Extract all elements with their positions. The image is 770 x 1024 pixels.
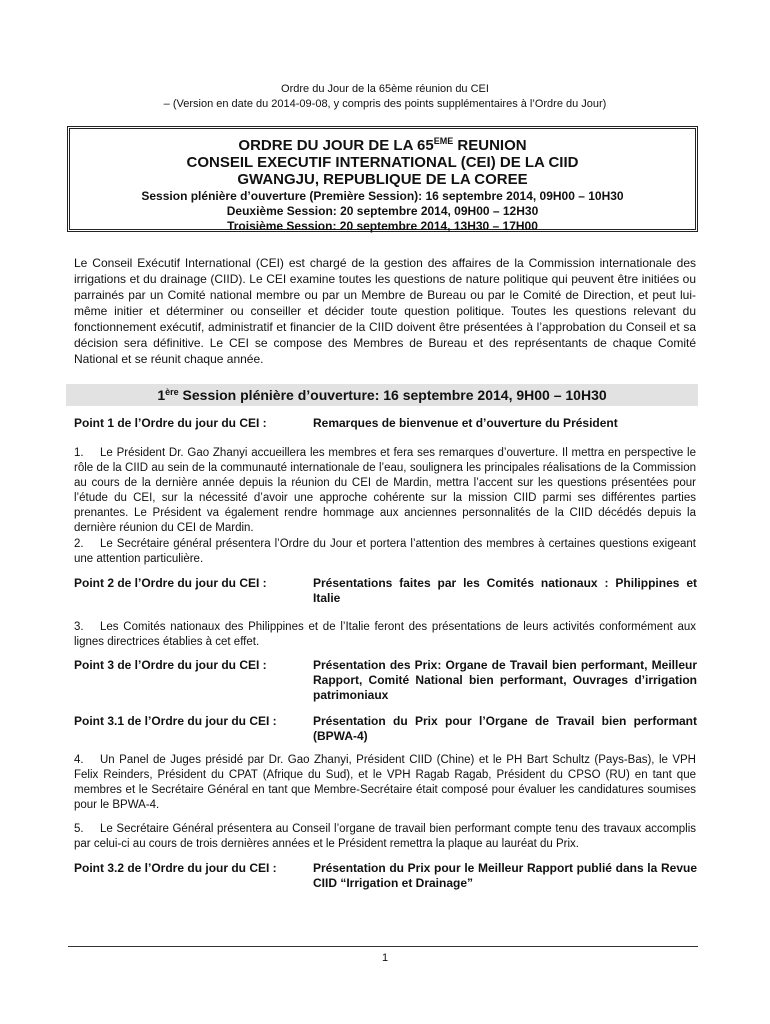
running-header-title: Ordre du Jour de la 65ème réunion du CEI — [281, 83, 489, 95]
title-line-2: CONSEIL EXECUTIF INTERNATIONAL (CEI) DE LA CIID — [186, 154, 579, 171]
agenda-point-title: Remarques de bienvenue et d’ouverture du Président — [313, 416, 618, 430]
agenda-point-title: Présentation du Prix pour l’Organe de Travail bien performant (BPWA-4) — [313, 714, 697, 743]
paragraph-number: 5. — [74, 823, 84, 835]
paragraph-number: 4. — [74, 754, 84, 766]
session-heading — [66, 384, 698, 406]
footer-divider — [68, 946, 698, 947]
title-line-1 — [70, 137, 695, 154]
agenda-point-label: Point 3 de l’Ordre du jour du CEI : — [74, 658, 267, 672]
agenda-point-label: Point 3.2 de l’Ordre du jour du CEI : — [74, 861, 277, 875]
session-heading-sup: ère — [165, 387, 179, 397]
paragraph-number: 3. — [74, 621, 84, 633]
paragraph-text: Le Secrétaire général présentera l’Ordre du Jour et portera l’attention des membres à certaines questions exigeant une attention particulière. — [74, 538, 696, 565]
running-header-version: – (Version en date du 2014-09-08, y compris des points supplémentaires à l’Ordre du Jour) — [163, 98, 607, 110]
paragraph-text: Le Président Dr. Gao Zhanyi accueillera les membres et fera ses remarques d’ouverture. Il mettra en perspective le rôle de la CIID au sein de la communauté internationale de l’eau, soulignera les principales réalisations de la Commission au cours de la dernière année depuis la réunion du CEI de Mardin, mettra l’accent sur les questions présentées pour l’étude du CEI, sur la nécessité d’avoir une approche cohérente sur la mission CIID parmi ses différentes parties prenantes. Le Président va également rendre hommage aux anciennes personnalités de la CIID décédés depuis la dernière réunion du CEI de Mardin. — [74, 447, 696, 534]
title-box — [67, 126, 698, 232]
session-schedule-2: Deuxième Session: 20 septembre 2014, 09H00 – 12H30 — [226, 204, 539, 218]
title-line-3: GWANGJU, REPUBLIQUE DE LA COREE — [237, 171, 528, 188]
paragraph-number: 2. — [74, 538, 84, 550]
paragraph-text: Les Comités nationaux des Philippines et de l’Italie feront des présentations de leurs activités conformément aux lignes directrices établies à cet effet. — [74, 621, 696, 648]
title-line-1-main: ORDRE DU JOUR DE LA 65 — [238, 137, 434, 154]
session-heading-title: Session plénière d’ouverture: 16 septembre 2014, 9H00 – 10H30 — [178, 387, 607, 403]
paragraph-2 — [74, 537, 696, 567]
agenda-point-title: Présentation du Prix pour le Meilleur Rapport publié dans la Revue CIID “Irrigation et Drainage” — [313, 861, 697, 890]
paragraph-text: Le Secrétaire Général présentera au Conseil l’organe de travail bien performant compte tenu des travaux accomplis par celui-ci au cours de trois dernières années et le Président remettra la plaque au lauréat du Prix. — [74, 823, 696, 850]
paragraph-number: 1. — [74, 447, 84, 459]
paragraph-3 — [74, 620, 696, 650]
paragraph-4 — [74, 753, 696, 813]
intro-paragraph: Le Conseil Exécutif International (CEI) est chargé de la gestion des affaires de la Commission internationale des irrigations et du drainage (CIID). Le CEI examine toutes les questions de nature politique qui peuvent être initiées ou parrainés par un Comité national membre ou par un Membre de Bureau ou par le Comité de Direction, et peut lui-même initier et déterminer ou conseiller et décider toute question politique. Toutes les questions relevant du fonctionnement exécutif, administratif et financier de la CIID doivent être présentées à l’approbation du Conseil et sa décision sera définitive. Le CEI se compose des Membres de Bureau et des représentants de chaque Comité National et se réunit chaque année. — [74, 256, 696, 366]
paragraph-1 — [74, 446, 696, 536]
agenda-point-title: Présentation des Prix: Organe de Travail bien performant, Meilleur Rapport, Comité National bien performant, Ouvrages d’irrigation patrimoniaux — [313, 658, 697, 702]
agenda-point-title: Présentations faites par les Comités nationaux : Philippines et Italie — [313, 576, 697, 605]
agenda-point-label: Point 1 de l’Ordre du jour du CEI : — [74, 416, 267, 430]
title-line-1-suffix: REUNION — [453, 137, 527, 154]
session-schedule-3: Troisième Session: 20 septembre 2014, 13H30 – 17H00 — [227, 219, 538, 233]
session-heading-number: 1 — [157, 387, 166, 403]
paragraph-5 — [74, 822, 696, 852]
paragraph-text: Un Panel de Juges présidé par Dr. Gao Zhanyi, Président CIID (Chine) et le PH Bart Schultz (Pays-Bas), le VPH Felix Reinders, Président du CPAT (Afrique du Sud), et le VPH Ragab Ragab, Président du CPSO (RU) en tant que membres et le Secrétaire Général en tant que Membre-Secrétaire était composé pour évaluer les candidatures soumises pour le BPWA-4. — [74, 754, 696, 811]
agenda-point-label: Point 2 de l’Ordre du jour du CEI : — [74, 576, 267, 590]
title-line-1-sup: EME — [433, 136, 454, 146]
page-number: 1 — [381, 952, 389, 964]
session-schedule-1: Session plénière d’ouverture (Première Session): 16 septembre 2014, 09H00 – 10H30 — [141, 189, 624, 203]
agenda-point-label: Point 3.1 de l’Ordre du jour du CEI : — [74, 714, 277, 728]
